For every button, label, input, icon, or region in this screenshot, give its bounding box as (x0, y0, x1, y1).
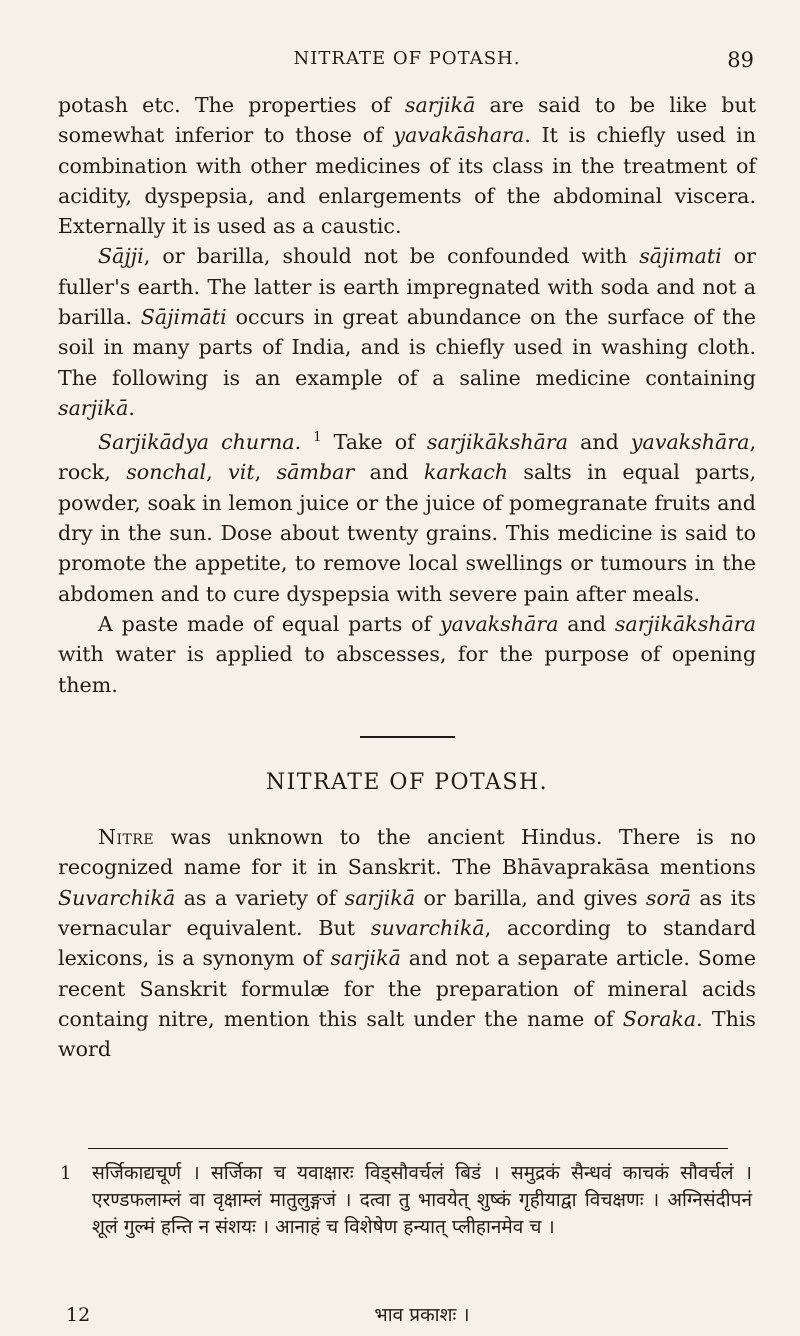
small-caps-term: Nitre (98, 825, 155, 850)
text-run: with water is applied to abscesses, for the purpose of opening them. (58, 642, 756, 697)
italic-term: sonchal (126, 460, 207, 485)
italic-term: yavakshāra (439, 611, 559, 636)
italic-term: karkach (423, 460, 508, 485)
paragraph-paste (58, 609, 756, 700)
footnote-sanskrit-text: सर्जिकाद्यचूर्ण । सर्जिका च यवाक्षारः विड्सौवर्चलं बिडं । समुद्रकं सैन्धवं काचकं सौवर्चलं । एरण्डफलाम्लं वा वृक्षाम्लं मातुलुङ्गजं । दत्वा तु भावयेत् शुष्कं गृहीयाद्वा विचक्षणः । अग्निसंदीपनं शूलं गुल्मं हन्ति न संशयः । आनाहं च विशेषेण हन्यात् प्लीहानमेव च । (92, 1162, 752, 1238)
text-run: and (354, 460, 424, 485)
text-run: . (128, 395, 135, 420)
paragraph-sajji (58, 241, 756, 423)
text-run: occurs in great abundance on the surface of the soil in many parts of India, and is chiefly used in washing cloth. The following is an example of a saline medicine containing (58, 305, 756, 390)
italic-term: Sājimāti (140, 305, 227, 330)
italic-term: Sarjikādya churna. (98, 430, 302, 455)
italic-term: Soraka (622, 1006, 697, 1031)
text-run: . This word (58, 1006, 756, 1062)
text-run: , according to standard lexicons, is a synonym of (58, 915, 756, 971)
text-run: and not a separate article. Some recent Sanskrit formulæ for the preparation of mineral acids containg nitre, mention this salt under the name of (58, 946, 757, 1031)
text-run: salts in equal parts, powder, soak in lemon juice or the juice of pomegranate fruits and dry in the sun. Dose about twenty grains. This medicine is said to promote the appetite, to remove local swellings or tumours in the abdomen and to cure dyspepsia with severe pain after meals. (58, 460, 756, 606)
text-run: , (206, 460, 229, 485)
paragraph-potash-continued (58, 90, 756, 241)
paragraph-sarjikadya-churna (58, 423, 756, 609)
text-run: and (568, 430, 631, 455)
text-run: Take of (321, 430, 427, 455)
text-run: and (558, 611, 615, 636)
footnote-rule (88, 1148, 728, 1149)
italic-term: sarjikākshāra (614, 611, 756, 636)
italic-term: Suvarchikā (58, 885, 176, 910)
italic-term: sāmbar (276, 460, 355, 485)
page-number: 89 (727, 48, 754, 72)
section-divider (360, 736, 455, 738)
italic-term: sājimati (639, 244, 722, 269)
running-head (60, 48, 754, 78)
footnote-marker: 1 (60, 1163, 72, 1184)
text-run (301, 430, 313, 454)
italic-term: sarjikā (58, 395, 129, 420)
italic-term: sarjikākshāra (426, 430, 569, 455)
footnote-source: भाव प्रकाशः । (374, 1304, 470, 1326)
text-run: or barilla, and gives (415, 885, 646, 910)
text-run: A paste made of equal parts of (98, 611, 440, 636)
text-run: as a variety of (175, 885, 345, 910)
paragraph-nitre (58, 822, 756, 1064)
running-title: NITRATE OF POTASH. (293, 48, 521, 69)
body-text (58, 90, 756, 1064)
text-run: potash etc. The properties of (58, 93, 405, 117)
italic-term: yavakshāra (630, 430, 750, 455)
italic-term: sarjikā (404, 93, 476, 117)
italic-term: sarjikā (330, 946, 401, 971)
text-run: , rock, (58, 430, 757, 485)
footnote-reference: 1 (313, 430, 322, 446)
italic-term: vit (228, 460, 255, 485)
italic-term: Sājji (98, 244, 144, 269)
section-heading: NITRATE OF POTASH. (265, 769, 549, 795)
italic-term: suvarchikā (370, 915, 485, 940)
text-run: or fuller's earth. The latter is earth impregnated with soda and not a barilla. (58, 244, 756, 330)
italic-term: sorā (645, 885, 691, 910)
text-run: . It is chiefly used in combination with other medicines of its class in the treatment of acidity, dyspepsia, and enlargements of the abdominal viscera. Externally it is used as a caustic. (58, 123, 756, 239)
text-run: as its vernacular equivalent. But (58, 885, 756, 940)
text-run: was unknown to the ancient Hindus. There is no recognized name for it in Sanskrit. The Bhāvaprakāsa mentions (58, 825, 756, 880)
signature-mark: 12 (66, 1304, 91, 1326)
text-run: , or barilla, should not be confounded with (143, 244, 640, 269)
text-run: are said to be like but somewhat inferior to those of (58, 93, 756, 148)
text-run: , (254, 460, 277, 485)
italic-term: yavakāshara (393, 123, 525, 148)
italic-term: sarjikā (344, 885, 416, 910)
